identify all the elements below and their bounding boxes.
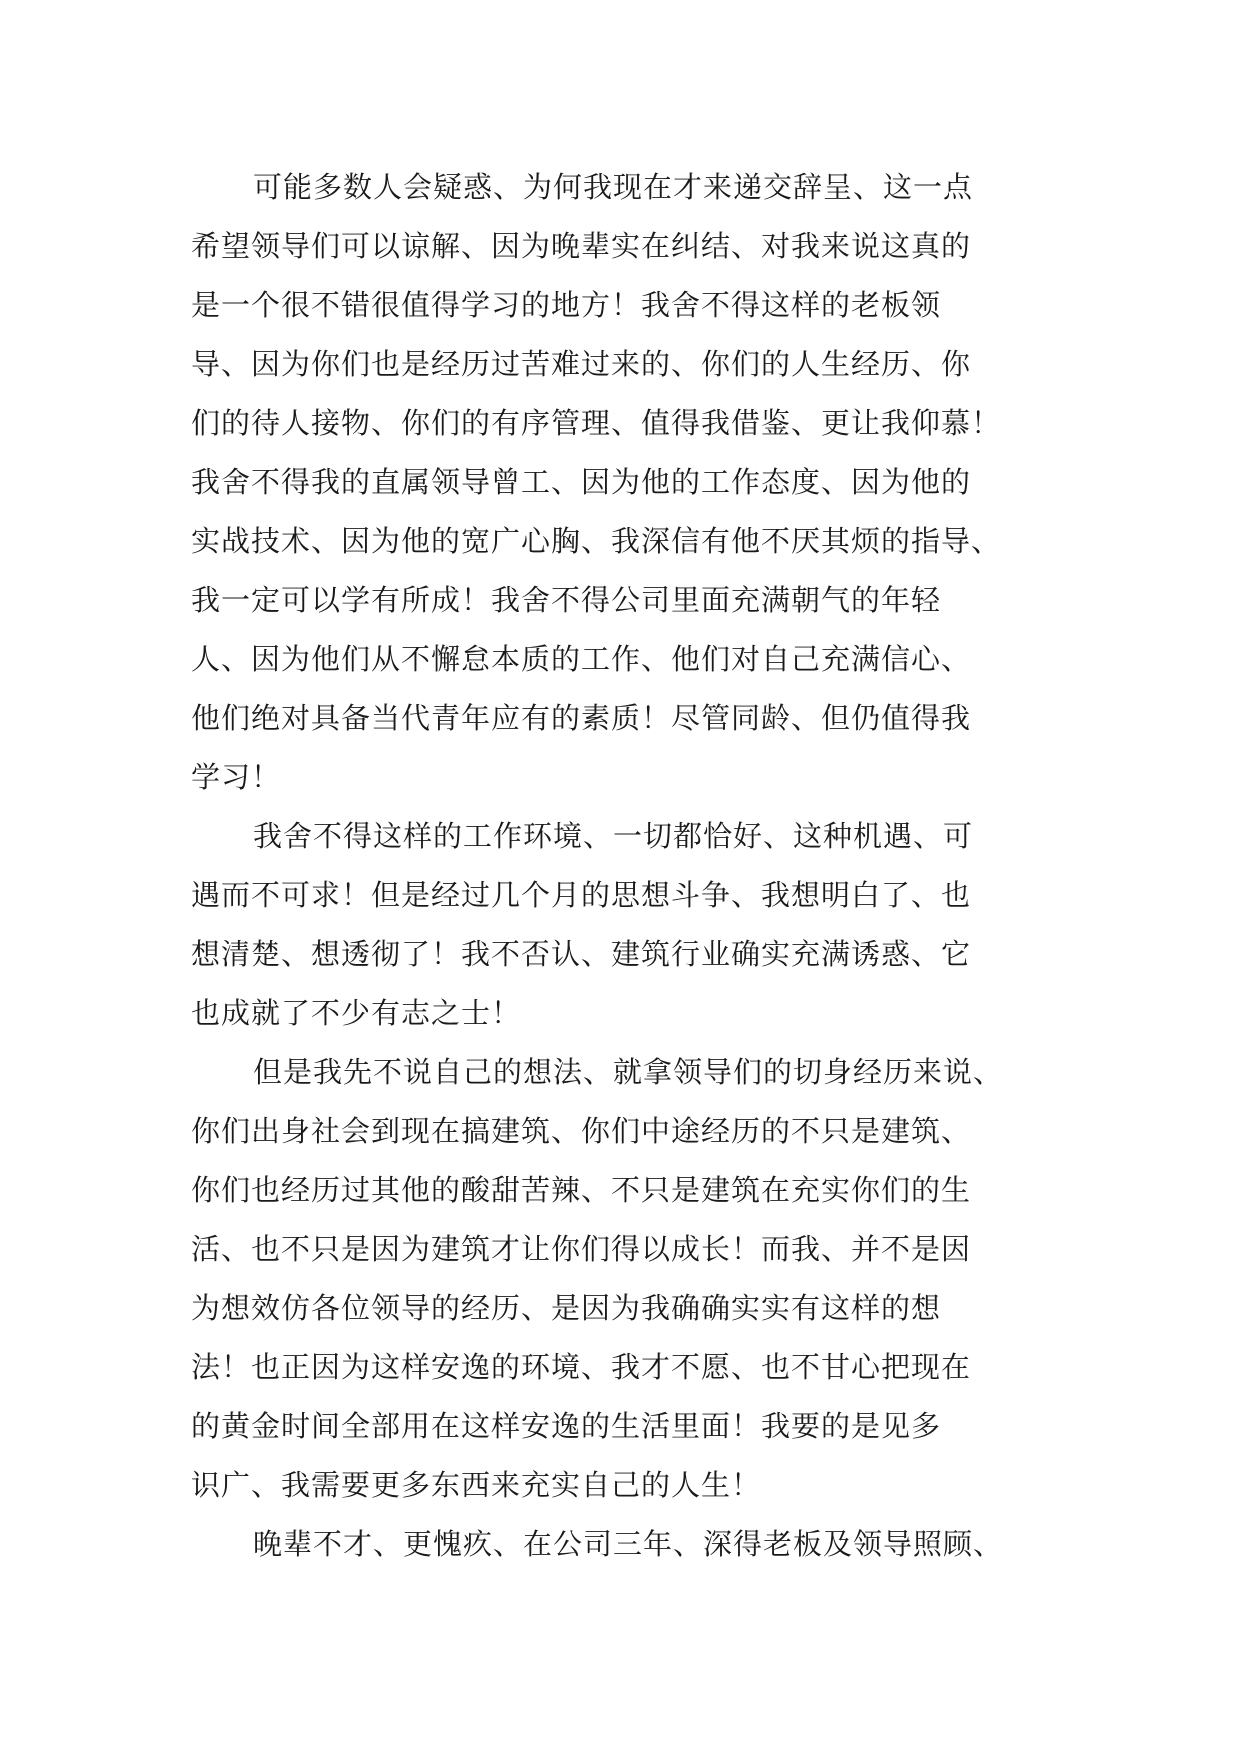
paragraph-line: 你们出身社会到现在搞建筑、你们中途经历的不只是建筑、 — [191, 1114, 972, 1148]
paragraph-line: 想清楚、想透彻了！我不否认、建筑行业确实充满诱惑、它 — [191, 937, 972, 971]
paragraph-line: 可能多数人会疑惑、为何我现在才来递交辞呈、这一点 — [253, 170, 974, 204]
paragraph-line: 实战技术、因为他的宽广心胸、我深信有他不厌其烦的指导、 — [191, 524, 1002, 558]
paragraph-line: 也成就了不少有志之士！ — [191, 996, 522, 1030]
paragraph-line: 学习！ — [191, 760, 282, 794]
paragraph-line: 遇而不可求！但是经过几个月的思想斗争、我想明白了、也 — [191, 878, 972, 912]
paragraph-line: 是一个很不错很值得学习的地方！我舍不得这样的老板领 — [191, 288, 942, 322]
paragraph-line: 活、也不只是因为建筑才让你们得以成长！而我、并不是因 — [191, 1232, 972, 1266]
paragraph-line: 法！也正因为这样安逸的环境、我才不愿、也不甘心把现在 — [191, 1350, 972, 1384]
paragraph-line: 我一定可以学有所成！我舍不得公司里面充满朝气的年轻 — [191, 583, 942, 617]
paragraph-line: 们的待人接物、你们的有序管理、值得我借鉴、更让我仰慕！ — [191, 406, 1002, 440]
paragraph-line: 希望领导们可以谅解、因为晚辈实在纠结、对我来说这真的 — [191, 229, 972, 263]
paragraph-line: 为想效仿各位领导的经历、是因为我确确实实有这样的想 — [191, 1291, 942, 1325]
paragraph-line: 人、因为他们从不懈怠本质的工作、他们对自己充满信心、 — [191, 642, 972, 676]
paragraph-line: 我舍不得这样的工作环境、一切都恰好、这种机遇、可 — [253, 819, 974, 853]
paragraph-line: 但是我先不说自己的想法、就拿领导们的切身经历来说、 — [253, 1055, 1004, 1089]
paragraph-line: 我舍不得我的直属领导曾工、因为他的工作态度、因为他的 — [191, 465, 972, 499]
document-body — [191, 158, 1061, 1574]
paragraph-line: 识广、我需要更多东西来充实自己的人生！ — [191, 1468, 762, 1502]
paragraph-line: 导、因为你们也是经历过苦难过来的、你们的人生经历、你 — [191, 347, 972, 381]
paragraph-line: 你们也经历过其他的酸甜苦辣、不只是建筑在充实你们的生 — [191, 1173, 972, 1207]
paragraph-line: 的黄金时间全部用在这样安逸的生活里面！我要的是见多 — [191, 1409, 942, 1443]
paragraph-line: 晚辈不才、更愧疚、在公司三年、深得老板及领导照顾、 — [253, 1527, 1004, 1561]
paragraph-line: 他们绝对具备当代青年应有的素质！尽管同龄、但仍值得我 — [191, 701, 972, 735]
